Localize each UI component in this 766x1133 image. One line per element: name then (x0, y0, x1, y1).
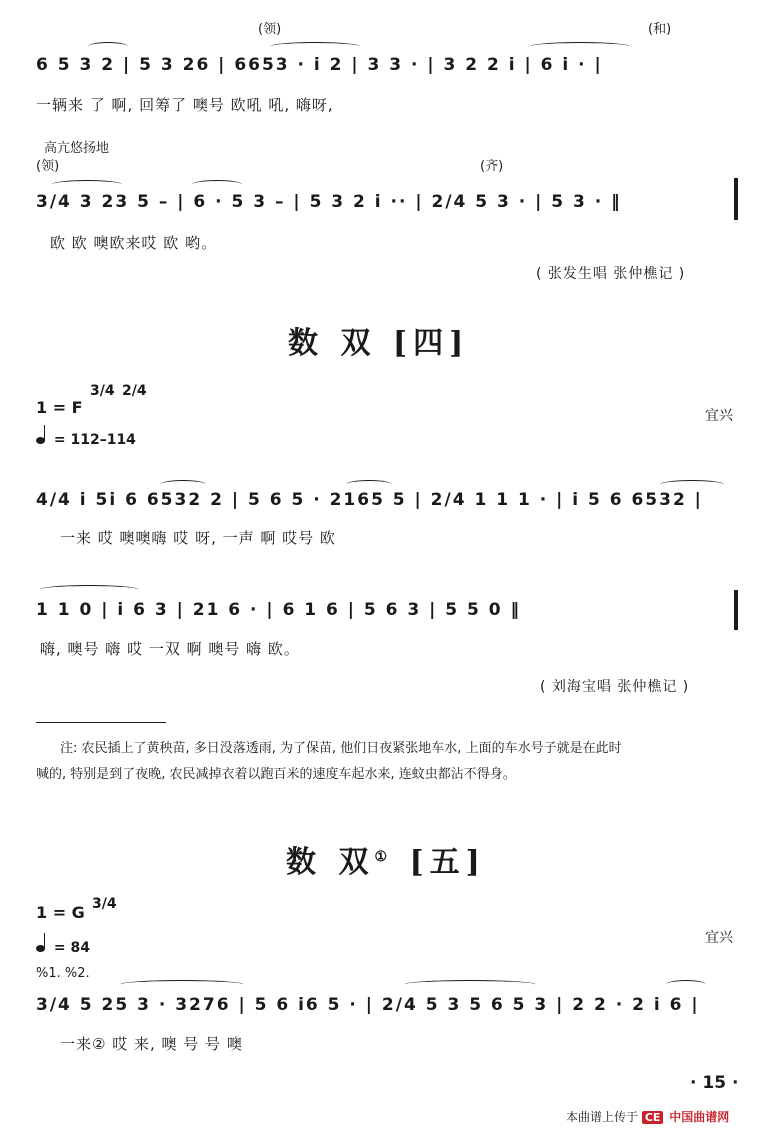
footnote-divider (36, 722, 166, 723)
song-4-line-1-notes: 4/4 i 5i 6 6532 2 | 5 6 5 · 2165 5 | 2/4 1 1 1 · | i 5 6 6532 | (36, 490, 703, 510)
system-2-lyrics: 欧 欧 噢欧来哎 欧 哟。 (50, 234, 218, 252)
time-signature: 2/4 (122, 383, 147, 399)
part-harmony-label: (和) (648, 22, 672, 37)
tempo-value: = 112–114 (53, 432, 136, 448)
page-number: · 15 · (690, 1073, 739, 1093)
song-4-line-2-lyrics: 嗨, 噢号 嗨 哎 一双 啊 噢号 嗨 欧。 (40, 640, 300, 658)
footnote-line: 喊的, 特别是到了夜晚, 农民减掉衣着以跑百米的速度车起水来, 连蚊虫都沾不得身。 (36, 767, 516, 782)
key-signature: 1 = F (36, 398, 83, 417)
tempo-value: = 84 (53, 940, 90, 956)
time-signature: 3/4 (92, 896, 117, 912)
song-title: 数 双 [四] (288, 326, 470, 361)
system-1-lyrics: 一辆来 了 啊, 回筹了 噢号 欧吼 吼, 嗨呀, (36, 96, 334, 114)
slur (346, 480, 392, 489)
expression-mark: 高亢悠扬地 (44, 141, 110, 156)
footnote-line: 注: 农民插上了黄秧苗, 多日没落透雨, 为了保苗, 他们日夜紧张地车水, 上面的车水号子就是在此时 (60, 741, 622, 756)
slur (666, 980, 706, 989)
watermark-site: 中国曲谱网 (669, 1110, 730, 1124)
quarter-note-icon (36, 945, 45, 952)
song-title-text: 数 双 (286, 845, 375, 880)
repeat-markers: %1. %2. (36, 966, 90, 981)
slur (270, 42, 360, 51)
key-signature: 1 = G (36, 903, 85, 922)
system-2-notes: 3/4 3 23 5 – | 6 · 5 3 – | 5 3 2 i ·· | 2/4 5 3 · | 5 3 · ‖ (36, 192, 622, 212)
system-1-notes: 6 5 3 2 | 5 3 26 | 6653 · i 2 | 3 3 · | 3 2 2 i | 6 i · | (36, 55, 603, 75)
slur (660, 480, 724, 489)
song-4-line-2-notes: 1 1 0 | i 6 3 | 21 6 · | 6 1 6 | 5 6 3 | 5 5 0 ‖ (36, 600, 522, 620)
song-5-line-1-lyrics: 一来② 哎 来, 噢 号 号 噢 (60, 1035, 243, 1053)
song-4-line-1-lyrics: 一来 哎 噢噢嗨 哎 呀, 一声 啊 哎号 欧 (60, 529, 336, 547)
part-lead-label: (领) (258, 22, 282, 37)
tempo-marking (36, 432, 136, 448)
song-title (286, 837, 486, 881)
watermark-prefix: 本曲谱上传于 (566, 1110, 639, 1124)
upload-watermark (566, 1108, 729, 1125)
part-together-label: (齐) (480, 159, 504, 174)
tempo-marking (36, 940, 90, 956)
song-title-suffix: [五] (409, 845, 486, 880)
slur (160, 480, 206, 489)
slur (120, 980, 244, 989)
song-5-line-1-notes: 3/4 5 25 3 · 3276 | 5 6 i6 5 · | 2/4 5 3 5 6 5 3 | 2 2 · 2 i 6 | (36, 995, 700, 1015)
region-label: 宜兴 (705, 930, 733, 946)
slur (404, 980, 536, 989)
final-barline (734, 590, 738, 630)
slur (40, 585, 138, 594)
slur (530, 42, 630, 51)
slur (192, 180, 242, 189)
footnote-mark: ① (374, 849, 394, 865)
slur (52, 180, 122, 189)
credit-singer-recorder: ( 刘海宝唱 张仲樵记 ) (540, 679, 690, 695)
time-signature: 3/4 (90, 383, 115, 399)
site-logo-icon: CE (642, 1111, 664, 1124)
final-barline (734, 178, 738, 220)
part-lead-label: (领) (36, 159, 60, 174)
region-label: 宜兴 (705, 408, 733, 424)
credit-singer-recorder: ( 张发生唱 张仲樵记 ) (536, 266, 686, 282)
slur (88, 42, 128, 51)
quarter-note-icon (36, 437, 45, 444)
